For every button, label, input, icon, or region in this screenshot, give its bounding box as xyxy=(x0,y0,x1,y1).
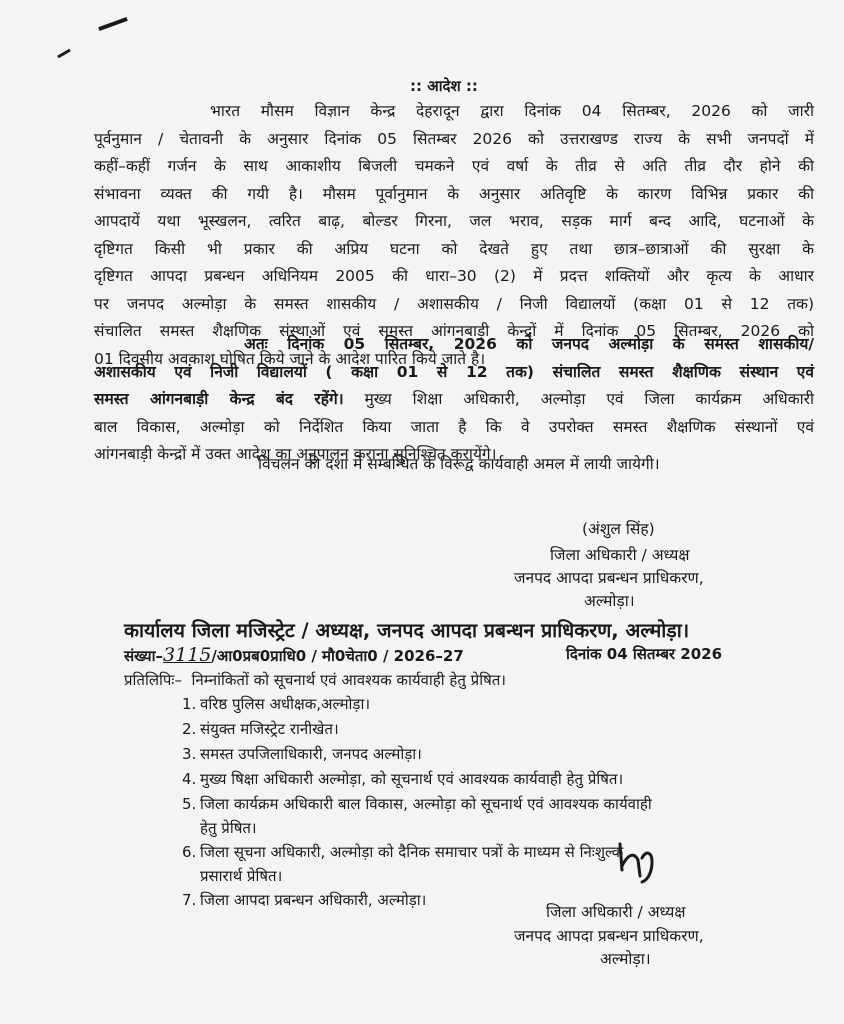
handwritten-signature xyxy=(608,836,668,886)
item-number: 5. xyxy=(182,795,197,813)
paragraph-line: 01 दिवसीय अवकाश घोषित किये जाने के आदेश पारित किये जाते है। xyxy=(94,349,486,368)
item-text: जिला कार्यक्रम अधिकारी बाल विकास, अल्मोड़ा को सूचनार्थ एवं आवश्यक कार्यवाही xyxy=(200,795,652,813)
list-item xyxy=(182,694,370,714)
item-text: मुख्य षिक्षा अधिकारी अल्मोड़ा, को सूचनार्थ एवं आवश्यक कार्यवाही हेतु प्रेषित। xyxy=(200,770,624,788)
item-text: संयुक्त मजिस्ट्रेट रानीखेत। xyxy=(200,720,339,738)
paragraph-line: दृष्टिगत किसी भी प्रकार की अप्रिय घटना को देखते हुए तथा छात्र–छात्राओं की सुरक्षा के xyxy=(94,239,814,258)
list-item xyxy=(182,719,339,739)
list-item xyxy=(182,744,422,764)
list-item-continuation xyxy=(200,818,257,838)
paragraph-line-bold: अतः दिनांक 05 सितम्बर, 2026 को जनपद अल्मोड़ा के समस्त शासकीय/ xyxy=(244,335,814,353)
item-number: 3. xyxy=(182,745,197,763)
signatory-place: अल्मोड़ा। xyxy=(600,950,651,968)
ink-mark xyxy=(98,17,128,31)
list-item xyxy=(182,769,623,789)
signatory-designation: जिला अधिकारी / अध्यक्ष xyxy=(546,903,686,921)
paragraph-line: भारत मौसम विज्ञान केन्द्र देहरादून द्वारा दिनांक 04 सितम्बर, 2026 को जारी xyxy=(210,102,814,120)
paragraph-line xyxy=(94,386,814,414)
list-item xyxy=(182,794,652,814)
paragraph-line: पूर्वनुमान / चेतावनी के अनुसार दिनांक 05 सितम्बर 2026 को उत्तराखण्ड राज्य के सभी जनपदों में xyxy=(94,129,814,148)
reference-date: दिनांक 04 सितम्बर 2026 xyxy=(566,645,723,663)
order-paragraph-3: विचलन की दशा में सम्बन्धित के विरूद्व कार्यवाही अमल में लायी जायेगी। xyxy=(258,455,660,473)
reference-code: /आ0प्रब0प्राधि0 / मौ0चेता0 / 2026–27 xyxy=(211,647,464,665)
item-number: 4. xyxy=(182,770,197,788)
paragraph-line: आंगनबाड़ी केन्द्रों में उक्त आदेश का अनुपालन कराना सुनिश्चित करायेंगे। xyxy=(94,445,497,463)
paragraph-line: बाल विकास, अल्मोड़ा को निर्देशित किया जाता है कि वे उपरोक्त समस्त शैक्षणिक संस्थानों एवं xyxy=(94,417,814,436)
item-number: 7. xyxy=(182,891,197,909)
order-paragraph-2 xyxy=(94,331,814,469)
order-heading: :: आदेश :: xyxy=(410,77,478,95)
paragraph-line: पर जनपद अल्मोड़ा के समस्त शासकीय / अशासकीय / निजी विद्यालयों (कक्षा 01 से 12 तक) xyxy=(94,294,814,313)
paragraph-line: संभावना व्यक्त की गयी है। मौसम पूर्वानुमान के अनुसार अतिवृष्टि के कारण विभिन्न प्रकार की xyxy=(94,184,814,203)
list-item xyxy=(182,842,623,862)
handwritten-number: 3115 xyxy=(163,644,212,666)
reference-label: संख्या– xyxy=(124,647,164,665)
ink-mark xyxy=(57,49,71,59)
item-text: वरिष्ठ पुलिस अधीक्षक,अल्मोड़ा। xyxy=(200,695,371,713)
paragraph-line-bold: अशासकीय एवं निजी विद्यालयों ( कक्षा 01 से 12 तक) संचालित समस्त शैक्षणिक संस्थान एवं xyxy=(94,362,814,381)
paragraph-line: दृष्टिगत आपदा प्रबन्धन अधिनियम 2005 की धारा–30 (2) में प्रदत्त शक्तियों और कृत्य के आधार xyxy=(94,267,814,285)
office-heading: कार्यालय जिला मजिस्ट्रेट / अध्यक्ष, जनपद आपदा प्रबन्धन प्राधिकरण, अल्मोड़ा। xyxy=(124,619,690,642)
item-text: जिला सूचना अधिकारी, अल्मोड़ा को दैनिक समाचार पत्रों के माध्यम से निःशुल्क xyxy=(200,843,624,861)
list-item xyxy=(182,890,426,910)
signatory-name: (अंशुल सिंह) xyxy=(582,520,655,538)
reference-line xyxy=(124,644,464,666)
paragraph-line: आपदायें यथा भूस्खलन, त्वरित बाढ़, बोल्डर गिरना, जल भराव, सड़क मार्ग बन्द आदि, घटनाओं के xyxy=(94,212,814,230)
signatory-authority: जनपद आपदा प्रबन्धन प्राधिकरण, xyxy=(514,569,704,587)
paragraph-line: संचालित समस्त शैक्षणिक संस्थाओं एवं समस्त आंगनबाड़ी केन्द्रों में दिनांक 05 सितम्बर, 2026 को xyxy=(94,322,814,340)
item-number: 6. xyxy=(182,843,197,861)
signatory-authority: जनपद आपदा प्रबन्धन प्राधिकरण, xyxy=(514,927,704,945)
copy-to-text: निम्नांकितों को सूचनार्थ एवं आवश्यक कार्यवाही हेतु प्रेषित। xyxy=(191,671,506,689)
copy-to-line xyxy=(124,670,506,690)
item-text: प्रसारार्थ प्रेषित। xyxy=(200,867,283,885)
item-text: जिला आपदा प्रबन्धन अधिकारी, अल्मोड़ा। xyxy=(200,891,427,909)
paragraph-line: कहीं–कहीं गर्जन के साथ आकाशीय बिजली चमकने एवं वर्षा के तीव्र से अति तीव्र दौर होने की xyxy=(94,157,814,175)
item-number: 2. xyxy=(182,720,197,738)
directive-text: मुख्य शिक्षा अधिकारी, अल्मोड़ा एवं जिला कार्यक्रम अधिकारी xyxy=(343,390,814,408)
signatory-designation: जिला अधिकारी / अध्यक्ष xyxy=(550,546,690,564)
list-item-continuation xyxy=(200,866,282,886)
copy-to-label: प्रतिलिपिः– xyxy=(124,671,182,689)
item-number: 1. xyxy=(182,695,197,713)
item-text: समस्त उपजिलाधिकारी, जनपद अल्मोड़ा। xyxy=(200,745,422,763)
item-text: हेतु प्रेषित। xyxy=(200,819,257,837)
closure-statement: समस्त आंगनबाड़ी केन्द्र बंद रहेंगे। xyxy=(94,390,344,408)
signatory-place: अल्मोड़ा। xyxy=(584,592,635,610)
